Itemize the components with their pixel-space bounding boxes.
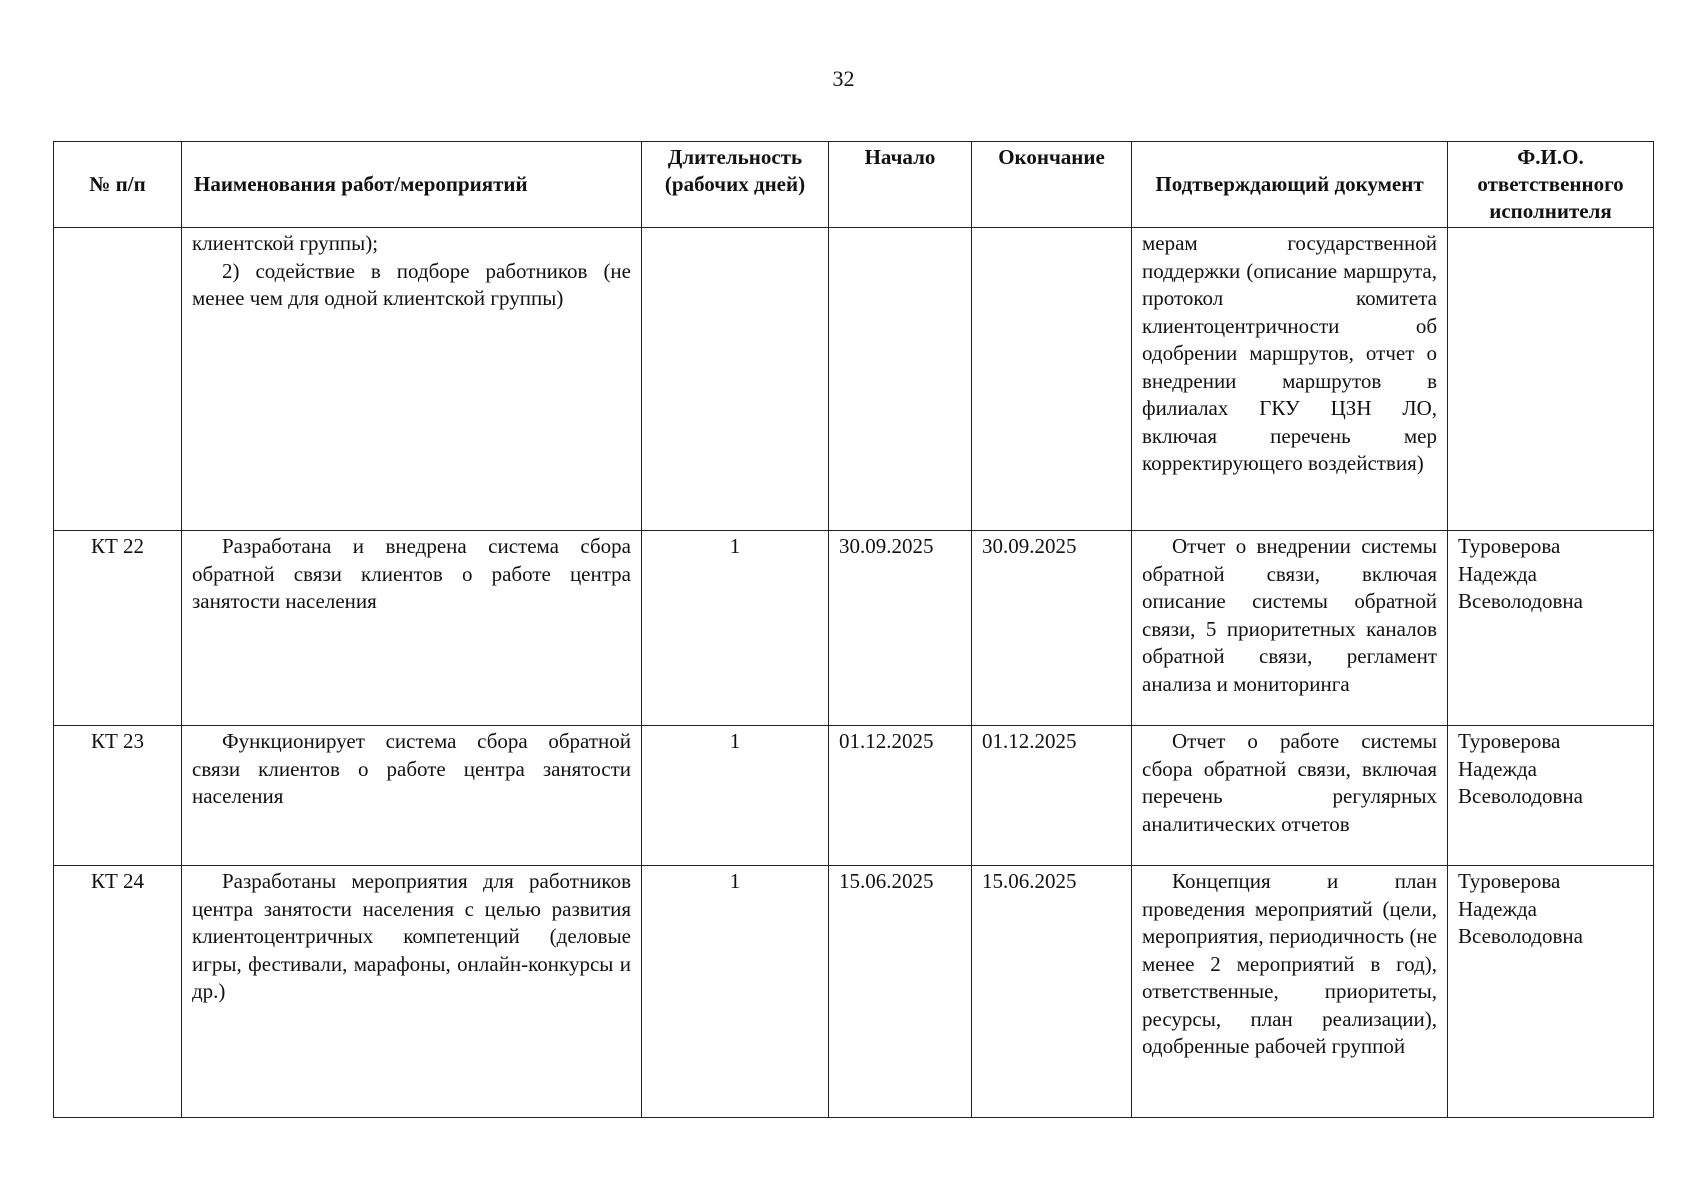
row-end — [972, 228, 1132, 531]
row-name: Функционирует система сбора обратной связи клиентов о работе центра занятости населения — [182, 726, 642, 866]
work-plan-table — [53, 141, 1654, 1118]
header-duration: Длительность (рабочих дней) — [642, 142, 829, 228]
row-doc: Отчет о работе системы сбора обратной связи, включая перечень регулярных аналитических отчетов — [1132, 726, 1448, 866]
row-person: Туроверова Надежда Всеволодовна — [1448, 866, 1654, 1118]
row-name: Разработаны мероприятия для работников центра занятости населения с целью развития клиентоцентричных компетенций (деловые игры, фестивали, марафоны, онлайн-конкурсы и др.) — [182, 866, 642, 1118]
table-row — [54, 726, 1654, 866]
row-end: 01.12.2025 — [972, 726, 1132, 866]
row-person — [1448, 228, 1654, 531]
row-duration: 1 — [642, 726, 829, 866]
row-num: КТ 23 — [54, 726, 182, 866]
row-name: Разработана и внедрена система сбора обратной связи клиентов о работе центра занятости населения — [182, 531, 642, 726]
header-num: № п/п — [54, 142, 182, 228]
row-start — [829, 228, 972, 531]
row-name-line: 2) содействие в подборе работников (не менее чем для одной клиентской группы) — [192, 258, 631, 310]
row-duration — [642, 228, 829, 531]
page-number: 32 — [832, 66, 855, 91]
row-person: Туроверова Надежда Всеволодовна — [1448, 726, 1654, 866]
header-doc: Подтверждающий документ — [1132, 142, 1448, 228]
row-name — [182, 228, 642, 531]
row-start: 15.06.2025 — [829, 866, 972, 1118]
row-name-line: клиентской группы); — [192, 231, 379, 255]
header-name: Наименования работ/мероприятий — [182, 142, 642, 228]
row-num: КТ 24 — [54, 866, 182, 1118]
row-end: 30.09.2025 — [972, 531, 1132, 726]
header-end: Окончание — [972, 142, 1132, 228]
row-start: 30.09.2025 — [829, 531, 972, 726]
row-doc: мерам государственной поддержки (описание маршрута, протокол комитета клиентоцентричности об одобрении маршрутов, отчет о внедрении маршрутов в филиалах ГКУ ЦЗН ЛО, включая перечень мер корректирующего воздействия) — [1132, 228, 1448, 531]
table-row — [54, 228, 1654, 531]
row-doc: Концепция и план проведения мероприятий (цели, мероприятия, периодичность (не менее 2 мероприятий в год), ответственные, приоритеты, ресурсы, план реализации), одобренные рабочей группой — [1132, 866, 1448, 1118]
row-num: КТ 22 — [54, 531, 182, 726]
table-row — [54, 866, 1654, 1118]
row-end: 15.06.2025 — [972, 866, 1132, 1118]
header-start: Начало — [829, 142, 972, 228]
table-row — [54, 531, 1654, 726]
row-start: 01.12.2025 — [829, 726, 972, 866]
table-header-row — [54, 142, 1654, 228]
row-duration: 1 — [642, 866, 829, 1118]
row-doc: Отчет о внедрении системы обратной связи, включая описание системы обратной связи, 5 приоритетных каналов обратной связи, регламент анализа и мониторинга — [1132, 531, 1448, 726]
header-person: Ф.И.О. ответственного исполнителя — [1448, 142, 1654, 228]
row-num — [54, 228, 182, 531]
row-duration: 1 — [642, 531, 829, 726]
row-person: Туроверова Надежда Всеволодовна — [1448, 531, 1654, 726]
